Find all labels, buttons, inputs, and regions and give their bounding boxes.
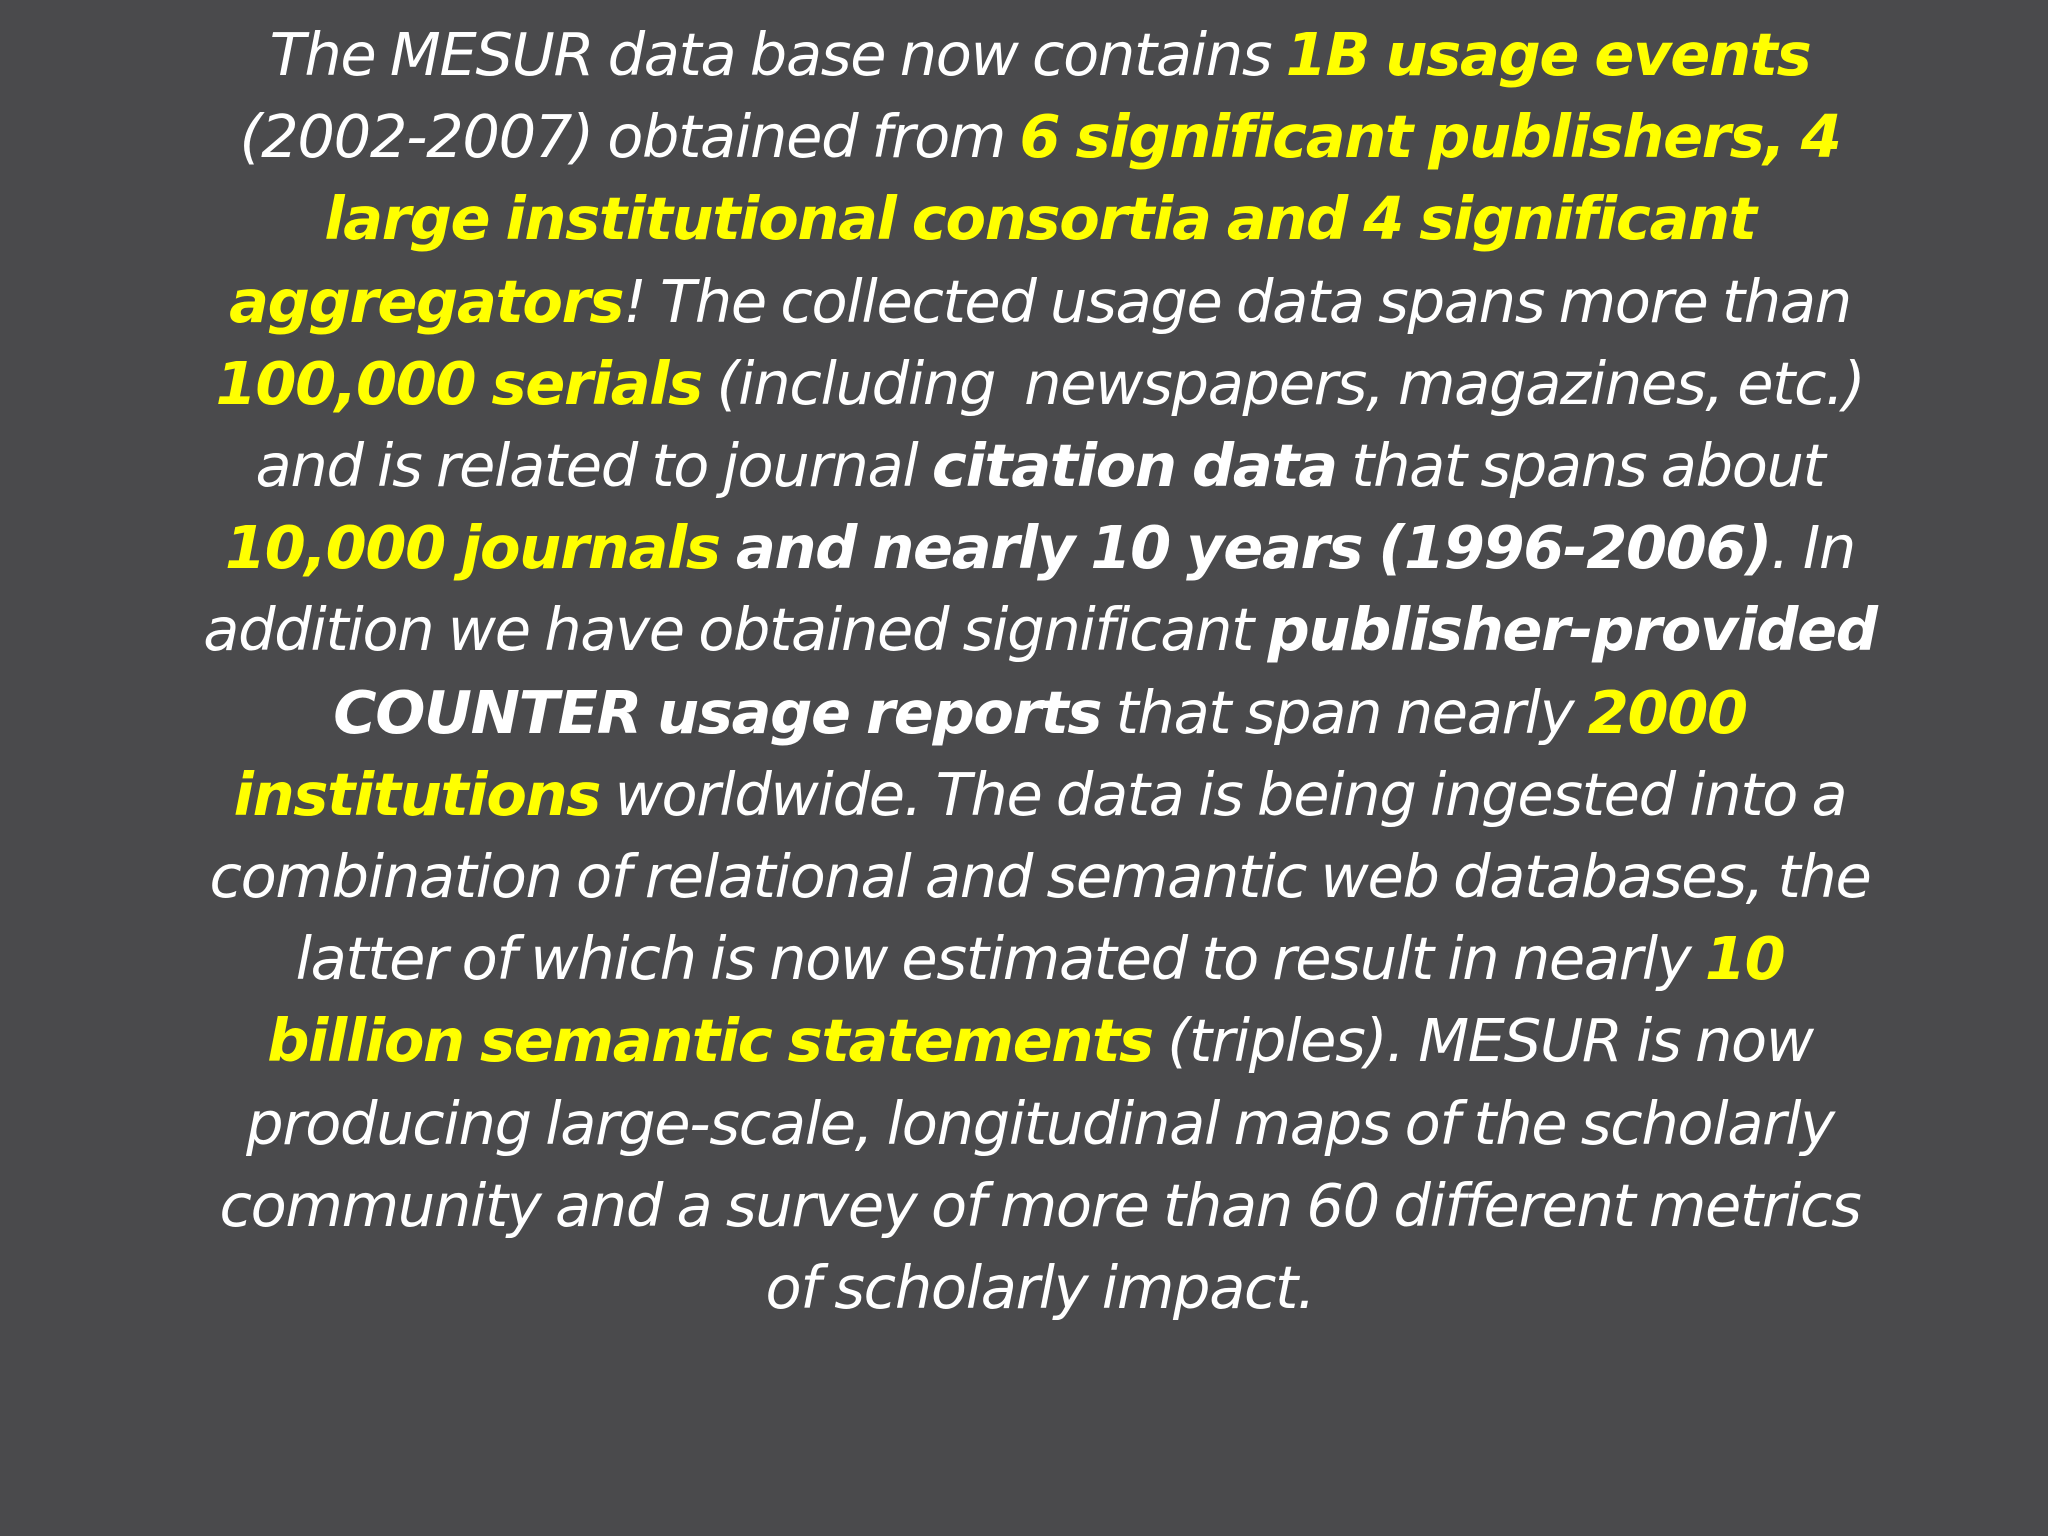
- highlight-journals: 10,000 journals: [224, 513, 720, 583]
- highlight-semantic-statements: 10 billion semantic statements: [267, 924, 1801, 1076]
- bold-counter-reports: publisher-provided COUNTER usage reports: [333, 595, 1893, 747]
- text-segment: (triples). MESUR is now producing large-scale, longitudinal maps of the scholarly community and a survey of more than 60 different metrics of scholarly impact.: [219, 1006, 1875, 1323]
- highlight-institutions: 2000 institutions: [233, 677, 1764, 829]
- text-segment: . In addition we have obtained significant: [203, 513, 1870, 665]
- text-segment: that span nearly: [1101, 677, 1588, 747]
- bold-citation-data: citation data: [931, 431, 1337, 501]
- slide-paragraph: [190, 14, 1893, 1329]
- text-segment: The MESUR data base now contains: [269, 20, 1286, 89]
- highlight-serials: 100,000 serials: [215, 348, 702, 418]
- highlight-publishers-consortia-aggregators: 6 significant publishers, 4 large institutional consortia and 4 significant aggregators: [229, 102, 1857, 336]
- text-segment: (2002-2007) obtained from: [239, 20, 1825, 172]
- bold-years-range: and nearly 10 years (1996-2006): [719, 513, 1771, 583]
- text-segment: (including newspapers, magazines, etc.) and is related to journal: [255, 348, 1879, 501]
- highlight-usage-events: 1B usage events: [1285, 20, 1811, 89]
- text-segment: worldwide. The data is being ingested into a combination of relational and semantic web databases, the latter of which is now estimated to result in nearly: [209, 759, 1885, 994]
- text-segment: ! The collected usage data spans more than: [623, 266, 1866, 336]
- text-segment: that spans about: [1336, 431, 1839, 501]
